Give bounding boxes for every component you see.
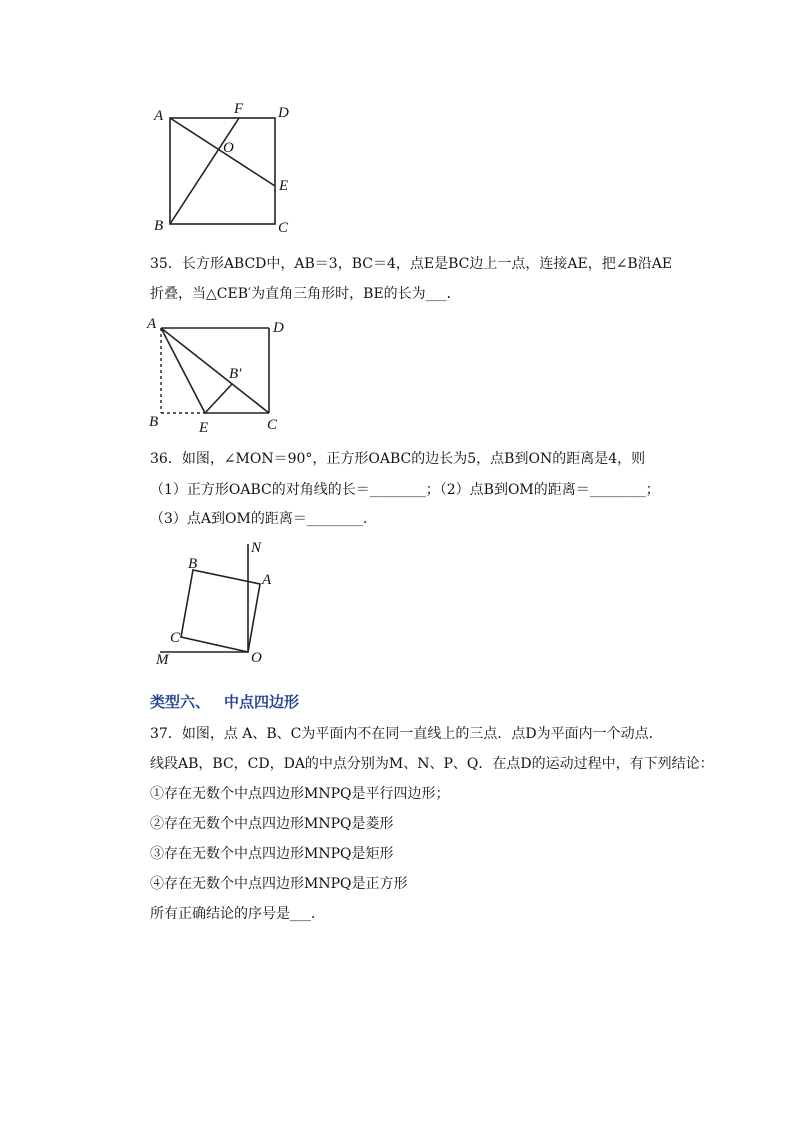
label-c: C xyxy=(278,220,289,236)
square-outline xyxy=(170,118,275,224)
segment-eb-prime xyxy=(205,384,232,413)
q37-item-3: ③存在无数个中点四边形MNPQ是矩形 xyxy=(150,846,394,862)
label-b: B xyxy=(149,414,159,430)
label-c: C xyxy=(170,630,181,646)
q37-item-4: ④存在无数个中点四边形MNPQ是正方形 xyxy=(150,876,408,892)
q37-answer: 所有正确结论的序号是___． xyxy=(150,906,325,922)
figure-square-abcd xyxy=(150,100,310,240)
section-label: 类型六、 xyxy=(150,693,211,711)
label-b: B xyxy=(188,556,198,572)
q36-text-line1: 36．如图，∠MON＝90°，正方形OABC的边长为5，点B到ON的距离是4，则 xyxy=(150,451,646,467)
q36-text-line2: （1）正方形OABC的对角线的长＝________；（2）点B到OM的距离＝________； xyxy=(150,482,660,498)
q35-text-line2: 折叠，当△CEB′为直角三角形时，BE的长为___． xyxy=(150,286,461,302)
label-c: C xyxy=(267,417,278,433)
q36-text-line3: （3）点A到OM的距离＝________． xyxy=(150,511,377,527)
label-b-prime: B′ xyxy=(229,366,242,382)
section-title: 中点四边形 xyxy=(224,693,300,711)
label-b: B xyxy=(154,218,164,234)
segment-ae xyxy=(161,328,205,413)
q35-text-line1: 35．长方形ABCD中，AB＝3，BC＝4，点E是BC边上一点，连接AE，把∠B沿AE xyxy=(150,256,673,272)
label-d: D xyxy=(278,105,289,121)
q37-text-line2: 线段AB，BC，CD，DA的中点分别为M、N、P、Q．在点D的运动过程中，有下列结论： xyxy=(150,756,714,772)
label-a: A xyxy=(262,572,272,588)
q37-text-line1: 37．如图，点 A、B、C为平面内不在同一直线上的三点．点D为平面内一个动点． xyxy=(150,726,663,742)
q37-item-2: ②存在无数个中点四边形MNPQ是菱形 xyxy=(150,816,394,832)
label-f: F xyxy=(234,101,244,117)
segment-bf xyxy=(170,118,239,224)
segment-ac xyxy=(161,328,269,413)
label-o: O xyxy=(223,140,234,156)
figure-fold-rectangle xyxy=(145,312,305,437)
label-a: A xyxy=(147,316,157,332)
label-a: A xyxy=(154,108,164,124)
section-heading xyxy=(150,691,299,712)
label-n: N xyxy=(251,540,262,556)
figure-tilted-square-oabc xyxy=(150,538,290,670)
label-e: E xyxy=(279,178,289,194)
label-e: E xyxy=(199,420,209,436)
label-m: M xyxy=(156,652,169,668)
label-d: D xyxy=(273,320,284,336)
q37-item-1: ①存在无数个中点四边形MNPQ是平行四边形； xyxy=(150,786,450,802)
label-o: O xyxy=(251,650,262,666)
